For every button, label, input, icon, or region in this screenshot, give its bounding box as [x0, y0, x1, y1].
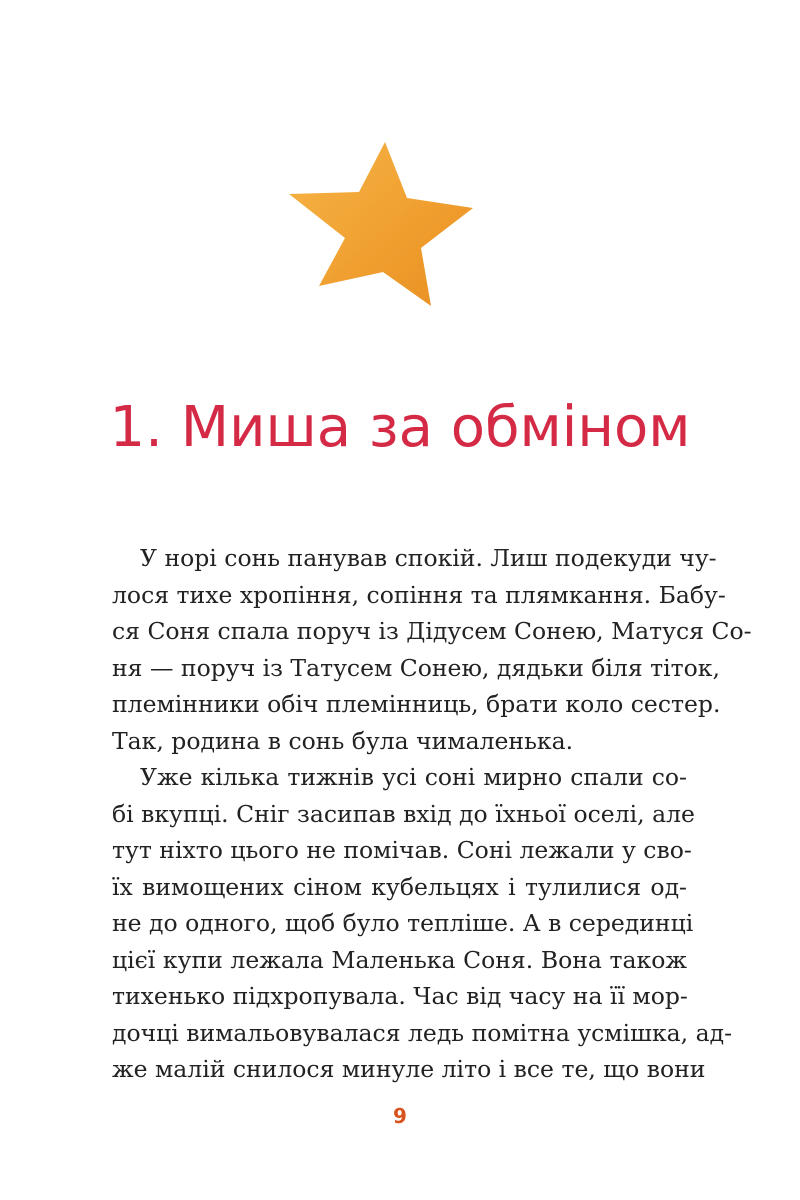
text-line: тихенько підхропувала. Час від часу на її мор- [112, 982, 688, 1010]
chapter-title: 1. Миша за обміном [109, 395, 691, 460]
text-line: же малій снилося минуле літо і все те, що вони [112, 1055, 706, 1083]
body-text [112, 540, 752, 1088]
text-line: ся Соня спала поруч із Дідусем Сонею, Матуся Со- [112, 617, 752, 645]
text-line: лося тихе хропіння, сопіння та плямкання. Бабу- [112, 580, 726, 609]
text-line: їх вимощених сіном кубельцях і тулилися од- [112, 872, 687, 901]
text-line: племінники обіч племінниць, брати коло сестер. [112, 690, 721, 718]
text-line: У норі сонь панував спокій. Лиш подекуди чу- [140, 544, 717, 572]
text-line: не до одного, щоб було тепліше. А в серединці [112, 909, 694, 937]
text-line: тут ніхто цього не помічав. Соні лежали у сво- [112, 836, 692, 864]
text-line: Уже кілька тижнів усі соні мирно спали со- [140, 763, 687, 791]
star-icon [285, 138, 477, 310]
text-line: бі вкупці. Сніг засипав вхід до їхньої оселі, але [112, 799, 695, 828]
text-line: цієї купи лежала Маленька Соня. Вона також [112, 945, 687, 974]
page-number: 9 [393, 1104, 407, 1128]
text-line: дочці вимальовувалася ледь помітна усмішка, ад- [112, 1018, 733, 1047]
text-line: ня — поруч із Татусем Сонею, дядьки біля тіток, [112, 653, 720, 682]
text-line: Так, родина в сонь була чималенька. [112, 726, 574, 755]
